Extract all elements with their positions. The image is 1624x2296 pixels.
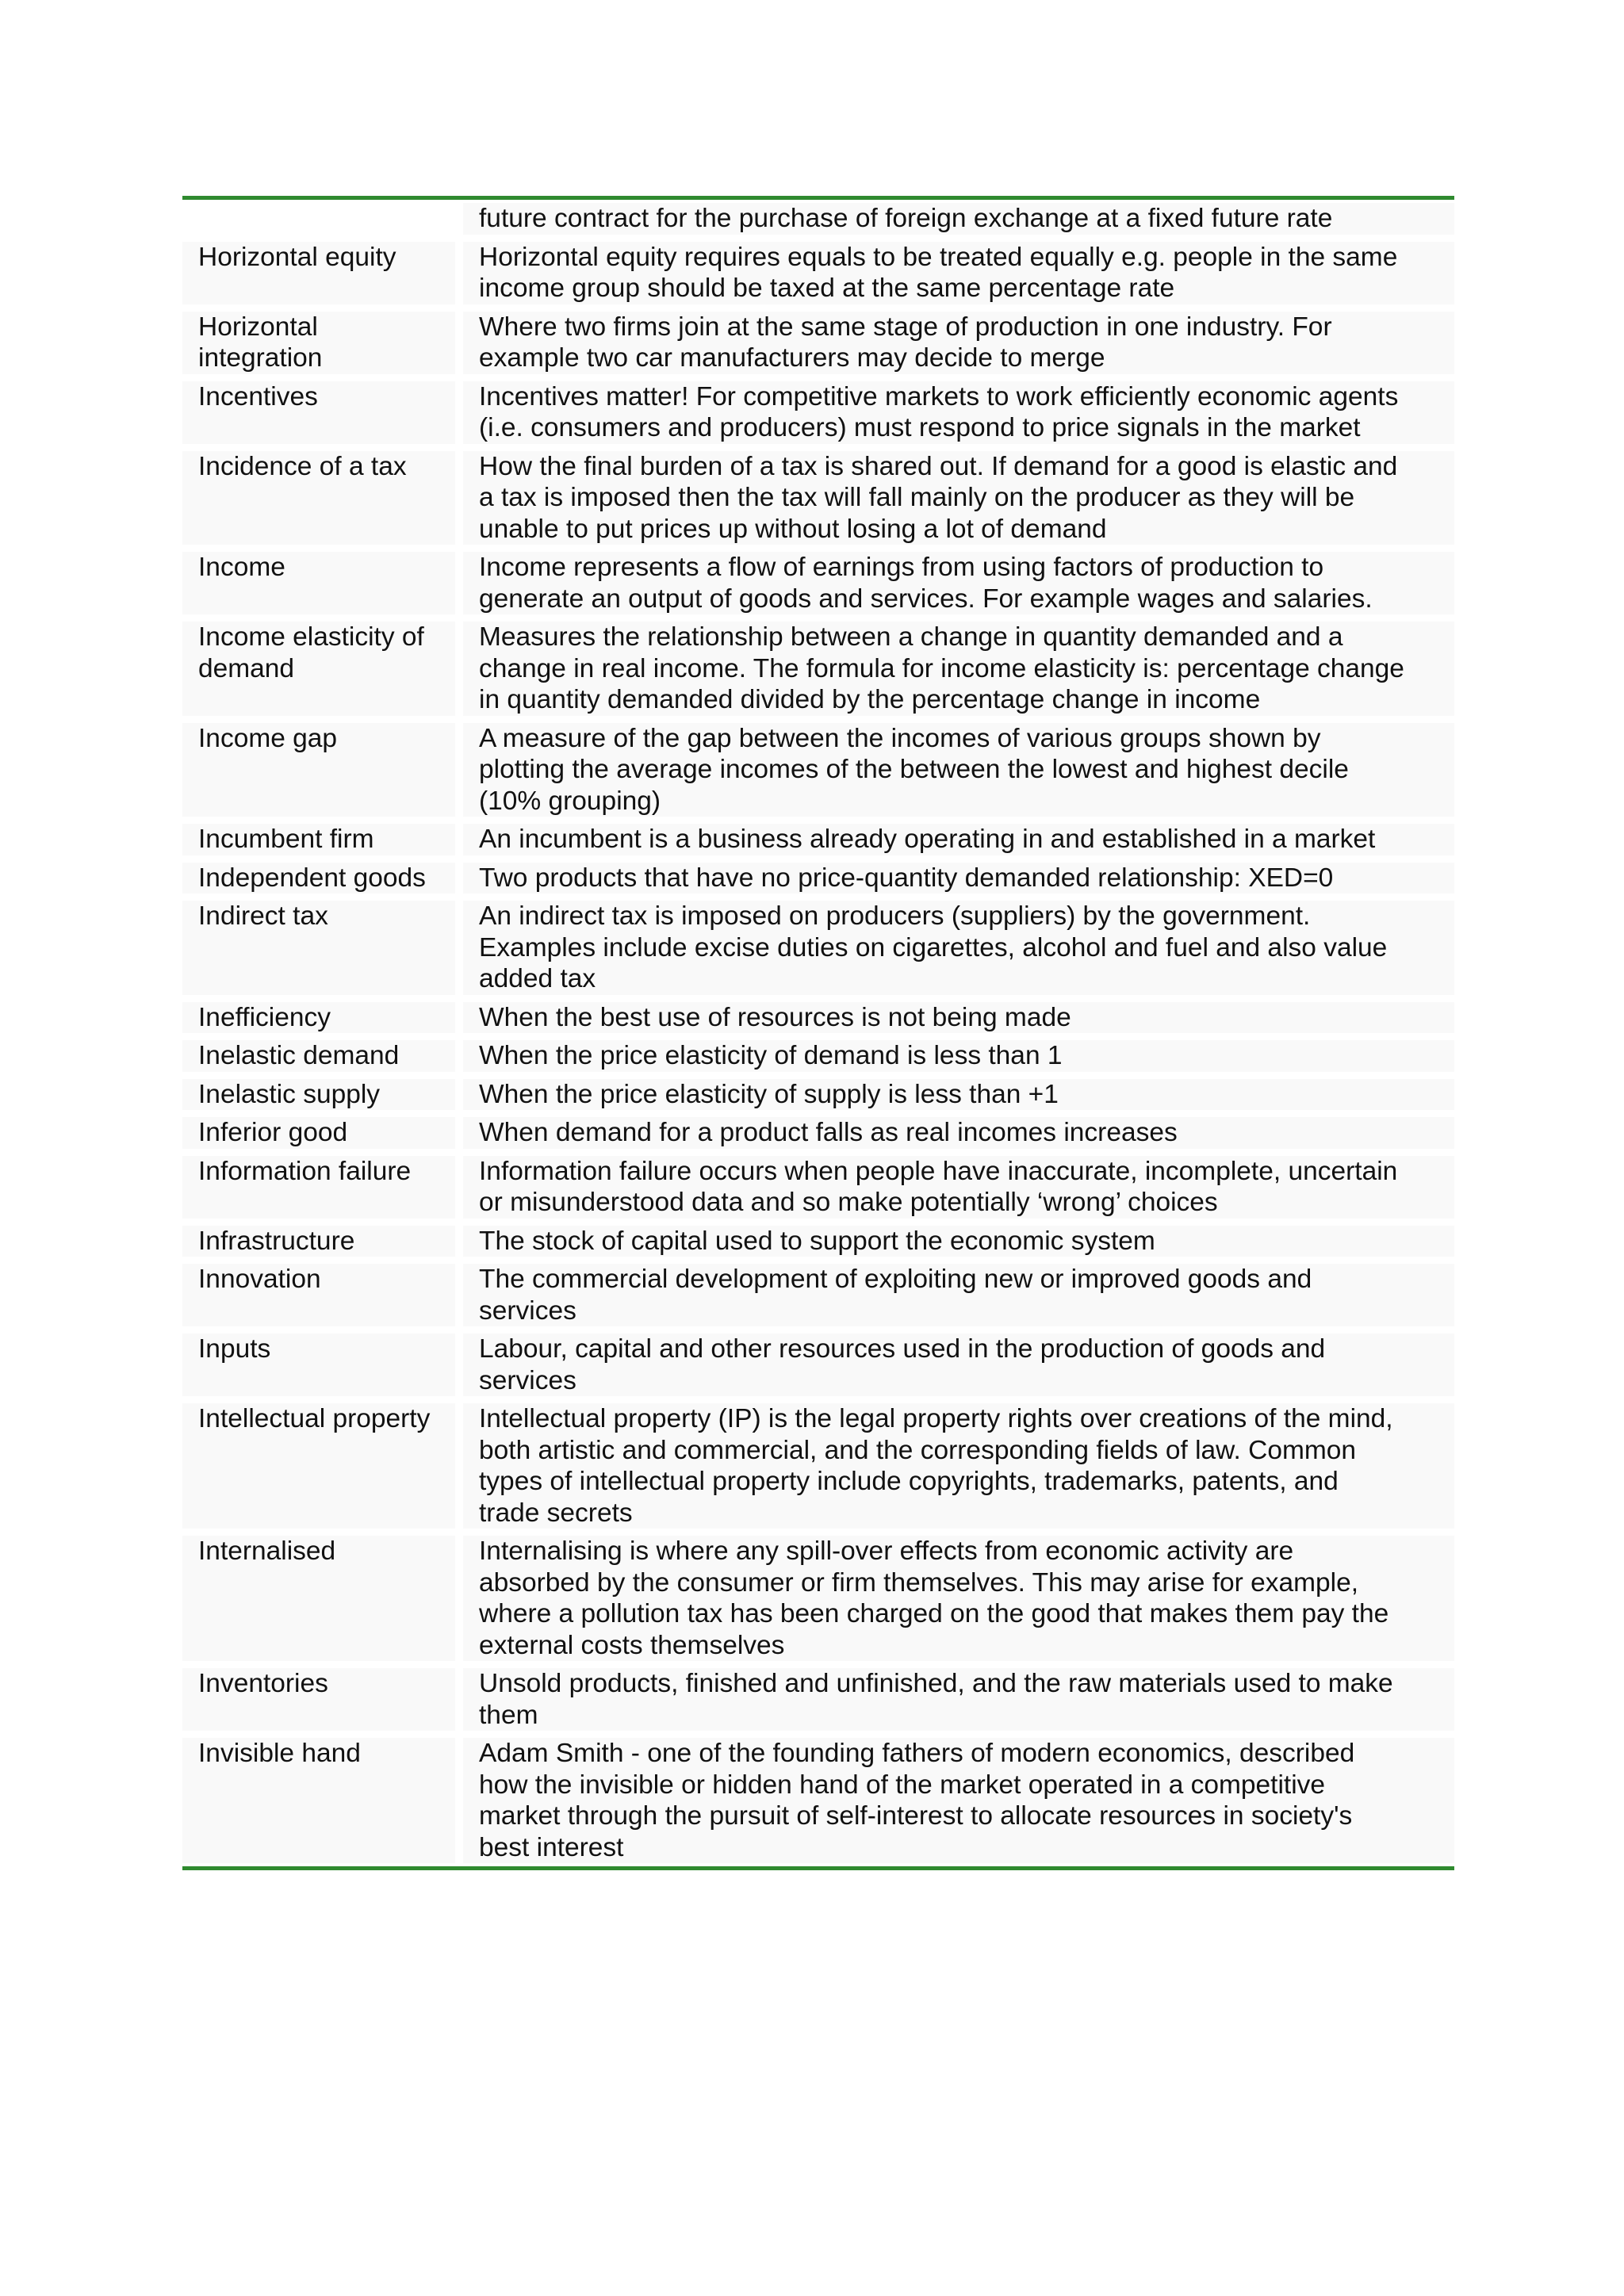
glossary-term: Infrastructure [182, 1226, 455, 1257]
glossary-row [182, 1536, 1454, 1661]
glossary-row [182, 1040, 1454, 1072]
glossary-definition: Income represents a flow of earnings from using factors of production to generate an output of goods and services. For example wages and salaries. [463, 552, 1454, 614]
glossary-term: Information failure [182, 1156, 455, 1219]
glossary-definition: Horizontal equity requires equals to be treated equally e.g. people in the same income group should be taxed at the same percentage rate [463, 242, 1454, 304]
glossary-term: Inelastic demand [182, 1040, 455, 1072]
glossary-row [182, 203, 1454, 235]
glossary-row [182, 622, 1454, 716]
glossary-row [182, 312, 1454, 374]
glossary-row [182, 1226, 1454, 1257]
glossary-term: Horizontal equity [182, 242, 455, 304]
glossary-definition: future contract for the purchase of foreign exchange at a fixed future rate [463, 203, 1454, 235]
glossary-definition: The stock of capital used to support the economic system [463, 1226, 1454, 1257]
glossary-term: Inelastic supply [182, 1079, 455, 1111]
glossary-row [182, 1738, 1454, 1863]
glossary-definition: An indirect tax is imposed on producers (suppliers) by the government. Examples include excise duties on cigarettes, alcohol and fuel and also value added tax [463, 901, 1454, 995]
glossary-definition: Adam Smith - one of the founding fathers of modern economics, described how the invisible or hidden hand of the market operated in a competitive market through the pursuit of self-interest to allocate resources in society's best interest [463, 1738, 1454, 1863]
glossary-row [182, 552, 1454, 614]
glossary-row [182, 901, 1454, 995]
glossary-term: Incentives [182, 381, 455, 444]
glossary-term: Incumbent firm [182, 824, 455, 855]
glossary-term: Income gap [182, 723, 455, 817]
glossary-term: Horizontal integration [182, 312, 455, 374]
glossary-row [182, 1668, 1454, 1731]
glossary-term: Income [182, 552, 455, 614]
glossary-term: Independent goods [182, 863, 455, 894]
glossary-row [182, 723, 1454, 817]
glossary-term: Invisible hand [182, 1738, 455, 1863]
glossary-definition: Intellectual property (IP) is the legal property rights over creations of the mind, both artistic and commercial, and the corresponding fields of law. Common types of intellectual property include copyrights, trademarks, patents, and trade secrets [463, 1403, 1454, 1529]
glossary-row [182, 1403, 1454, 1529]
glossary-definition: Where two firms join at the same stage of production in one industry. For example two car manufacturers may decide to merge [463, 312, 1454, 374]
glossary-term: Income elasticity of demand [182, 622, 455, 716]
glossary-term: Incidence of a tax [182, 451, 455, 545]
glossary-definition: When the best use of resources is not being made [463, 1002, 1454, 1034]
glossary-table [182, 196, 1454, 1870]
glossary-definition: An incumbent is a business already operating in and established in a market [463, 824, 1454, 855]
glossary-row [182, 1002, 1454, 1034]
glossary-term: Inferior good [182, 1117, 455, 1149]
glossary-term: Inputs [182, 1334, 455, 1396]
glossary-definition: When the price elasticity of demand is less than 1 [463, 1040, 1454, 1072]
glossary-definition: Information failure occurs when people have inaccurate, incomplete, uncertain or misunderstood data and so make potentially ‘wrong’ choices [463, 1156, 1454, 1219]
glossary-row [182, 451, 1454, 545]
glossary-term: Inventories [182, 1668, 455, 1731]
glossary-row [182, 242, 1454, 304]
glossary-term: Innovation [182, 1264, 455, 1326]
glossary-definition: A measure of the gap between the incomes of various groups shown by plotting the average incomes of the between the lowest and highest decile (10% grouping) [463, 723, 1454, 817]
glossary-term: Indirect tax [182, 901, 455, 995]
glossary-row [182, 381, 1454, 444]
glossary-term: Inefficiency [182, 1002, 455, 1034]
glossary-definition: Measures the relationship between a change in quantity demanded and a change in real income. The formula for income elasticity is: percentage change in quantity demanded divided by the percentage change in income [463, 622, 1454, 716]
glossary-row [182, 1334, 1454, 1396]
glossary-definition: How the final burden of a tax is shared out. If demand for a good is elastic and a tax is imposed then the tax will fall mainly on the producer as they will be unable to put prices up without losing a lot of demand [463, 451, 1454, 545]
glossary-definition: Two products that have no price-quantity demanded relationship: XED=0 [463, 863, 1454, 894]
glossary-row [182, 1117, 1454, 1149]
glossary-definition: Labour, capital and other resources used in the production of goods and services [463, 1334, 1454, 1396]
glossary-term [182, 203, 455, 235]
glossary-definition: Internalising is where any spill-over effects from economic activity are absorbed by the consumer or firm themselves. This may arise for example, where a pollution tax has been charged on the good that makes them pay the external costs themselves [463, 1536, 1454, 1661]
glossary-definition: The commercial development of exploiting new or improved goods and services [463, 1264, 1454, 1326]
glossary-term: Internalised [182, 1536, 455, 1661]
glossary-term: Intellectual property [182, 1403, 455, 1529]
glossary-row [182, 1156, 1454, 1219]
glossary-definition: Unsold products, finished and unfinished, and the raw materials used to make them [463, 1668, 1454, 1731]
glossary-row [182, 1079, 1454, 1111]
glossary-row [182, 1264, 1454, 1326]
glossary-definition: Incentives matter! For competitive markets to work efficiently economic agents (i.e. consumers and producers) must respond to price signals in the market [463, 381, 1454, 444]
glossary-definition: When the price elasticity of supply is less than +1 [463, 1079, 1454, 1111]
glossary-definition: When demand for a product falls as real incomes increases [463, 1117, 1454, 1149]
glossary-row [182, 863, 1454, 894]
glossary-row [182, 824, 1454, 855]
